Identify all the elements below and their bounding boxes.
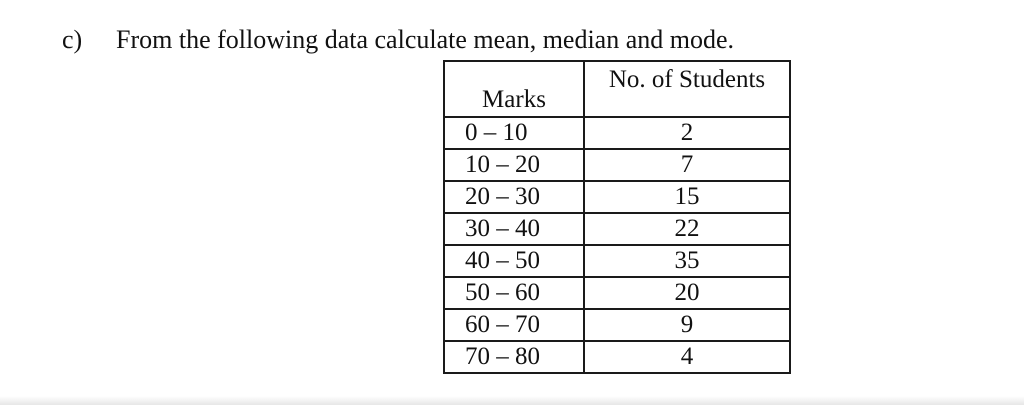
marks-cell: 0 – 10 — [444, 117, 584, 149]
header-students: No. of Students — [584, 61, 790, 117]
marks-cell: 30 – 40 — [444, 213, 584, 245]
students-cell: 4 — [584, 341, 790, 373]
marks-cell: 20 – 30 — [444, 181, 584, 213]
students-cell: 35 — [584, 245, 790, 277]
marks-cell: 40 – 50 — [444, 245, 584, 277]
table-row — [444, 245, 790, 277]
question — [62, 24, 734, 56]
students-cell: 15 — [584, 181, 790, 213]
frequency-table — [443, 60, 791, 374]
header-marks: Marks — [444, 61, 584, 117]
table-row — [444, 181, 790, 213]
question-text: From the following data calculate mean, median and mode. — [116, 25, 735, 54]
table-row — [444, 117, 790, 149]
students-cell: 7 — [584, 149, 790, 181]
marks-cell: 10 – 20 — [444, 149, 584, 181]
table-row — [444, 149, 790, 181]
page-bottom-edge — [0, 396, 1024, 405]
table-row — [444, 309, 790, 341]
marks-cell: 60 – 70 — [444, 309, 584, 341]
table-header-row — [444, 61, 790, 117]
table-row — [444, 341, 790, 373]
marks-cell: 70 – 80 — [444, 341, 584, 373]
students-cell: 22 — [584, 213, 790, 245]
table-row — [444, 277, 790, 309]
question-label: c) — [62, 25, 83, 54]
students-cell: 20 — [584, 277, 790, 309]
table-row — [444, 213, 790, 245]
students-cell: 2 — [584, 117, 790, 149]
students-cell: 9 — [584, 309, 790, 341]
marks-cell: 50 – 60 — [444, 277, 584, 309]
